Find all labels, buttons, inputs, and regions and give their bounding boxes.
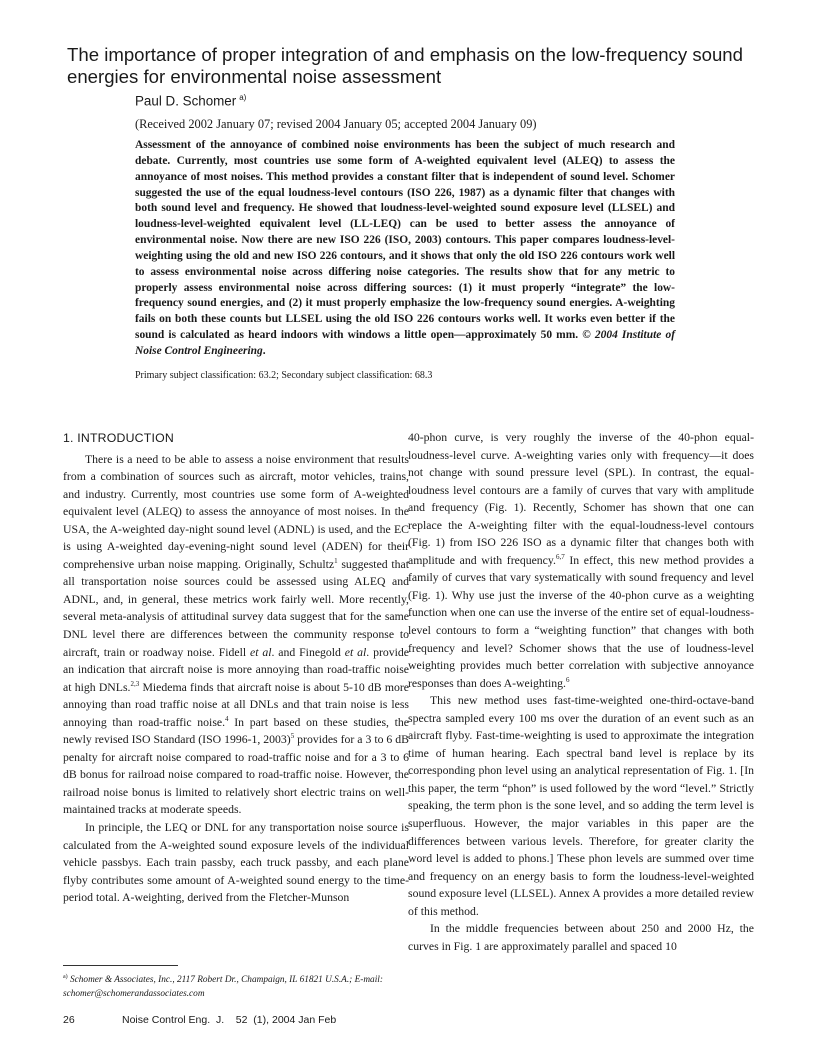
citation: 1 xyxy=(334,556,338,565)
abstract-copyright: © 2004 Institute of Noise Control Engineering xyxy=(135,329,676,357)
author-footnote xyxy=(63,970,413,1001)
abstract-text: Assessment of the annoyance of combined noise environments has been the subject of much research and debate. Currently, most countries use some form of A-weighted equivalent level (ALEQ) to assess the annoyance of most noises. This method provides a constant filter that is independent of sound level. Schomer suggested the use of the equal loudness-level contours (ISO 226, 1987) as a dynamic filter that changes with both sound level and frequency. He showed that loudness-level-weighted sound exposure level (LLSEL) and loudness-level-weighted equivalent level (LL-LEQ) can be used to better assess the annoyance of environmental noise. Now there are new ISO 226 (ISO, 2003) contours. This paper compares loudness-level-weighting using the old and new ISO 226 contours, and it shows that only the old ISO 226 contours work well to assess environmental noise across differing noise categories. The results show that for any metric to properly assess environmental noise across differing sources: (1) it must properly “integrate” the low-frequency sound energies, and (2) it must properly emphasize the low-frequency sound energies. A-weighting fails on both these counts but LLSEL using the old ISO 226 contours works well. It works even better if the sound is calculated as heard indoors with windows a little open—approximately 50 mm. xyxy=(135,139,675,342)
intro-paragraph-2-continued: 40-phon curve, is very roughly the inverse of the 40-phon equal-loudness-level curve. A-weighting varies only with frequency—it does not change with sound pressure level (SPL). In contrast, the equal-loudness level contours are a family of curves that vary with amplitude and frequency (Fig. 1). Recently, Schomer has shown that one can replace the A-weighting filter with the equal-loudness-level contours (Fig. 1) from ISO 226 ISO as a dynamic filter that changes both with amplitude and with frequency.$^{6,7}$ In effect, this new method provides a family of curves that vary systematically with sound frequency and level (Fig. 1). Why use just the inverse of the 40-phon curve as a weighting function when one can use the inverse of the entire set of equal-loudness-level contours to form a “weighting function” that changes with both frequency and level? Schomer shows that the use of loudness-level weighting provides much better correlation with subjective annoyance responses than does A-weighting.$^6$ xyxy=(408,431,754,690)
intro-paragraph-1: There is a need to be able to assess a noise environment that results from a combination of sources such as aircraft, motor vehicles, trains, and industry. Currently, most countries use some form of A-weighted equivalent level (ALEQ) to assess the annoyance of most noises. In the USA, the A-weighted day-night sound level (ADNL) is used, and the EC is using A-weighted day-evening-night sound level (ADEN) for their comprehensive urban noise mapping. Originally, Schultz$^1$ suggested that all transportation noise sources could be assessed using ALEQ and ADNL, and, in general, these metrics work fairly well. More recently, several meta-analysis of attitudinal survey data suggest that for the same DNL level there are differences between the community response to aircraft, train or roadway noise. Fidell et al. and Finegold et al. provide an indication that aircraft noise is more annoying than road-traffic noise at high DNLs.$^{2,3}$ Miedema finds that aircraft noise is about 5-10 dB more annoying than road traffic noise at all DNLs and that train noise is less annoying than road-traffic noise.$^4$ In part based on these studies, the newly revised ISO Standard (ISO 1996-1, 2003)$^5$ provides for a 3 to 6 dB penalty for aircraft noise compared to road-traffic noise and for a 3 to 6 dB bonus for railroad noise compared to road-traffic noise. However, the railroad noise bonus is limited to relatively short electric trains on well-maintained tracks at moderate speeds. xyxy=(63,452,410,817)
paper-title: The importance of proper integration of and emphasis on the low-frequency sound energies for environmental noise assessment xyxy=(67,44,743,87)
citation: 4 xyxy=(225,714,229,723)
footnote-divider xyxy=(63,965,178,966)
journal-reference: Noise Control Eng. J. 52 (1), 2004 Jan Feb xyxy=(122,1014,337,1026)
intro-paragraph-4: In the middle frequencies between about 250 and 2000 Hz, the curves in Fig. 1 are approximately parallel and spaced 10 xyxy=(408,922,754,953)
citation: 5 xyxy=(290,732,295,741)
footnote-mark: a) xyxy=(63,974,68,980)
footnote-text: Schomer & Associates, Inc., 2117 Robert Dr., Champaign, IL 61821 U.S.A.; E-mail: schomer@schomerandassociates.com xyxy=(63,975,383,1000)
section-heading: 1. INTRODUCTION xyxy=(63,431,174,445)
page-number: 26 xyxy=(63,1014,75,1026)
citation: 6 xyxy=(565,675,570,684)
author-name: Paul D. Schomer xyxy=(135,93,237,109)
abstract-end: . xyxy=(262,344,266,357)
intro-paragraph-3: This new method uses fast-time-weighted one-third-octave-band spectra sampled every 100 ms over the duration of an event such as an aircraft flyby. Fast-time-weighting is used to approximate the integration time of human hearing. Each spectral band level is replace by its corresponding phon level using an analytical representation of Fig. 1. [In this paper, the term “phon” is used followed by the word “level.” Strictly speaking, the term phon is the sone level, and so adding the term level is superfluous. However, the major variables in this paper are the differences between various levels. Therefore, for greater clarity the word level is added to phons.] These phon levels are summed over time and frequency on an energy basis to form the loudness-level-weighted sound exposure level (LLSEL). Annex A provides a more detailed review of this method. xyxy=(408,694,754,918)
author-footnote-mark: a) xyxy=(239,93,247,102)
right-column xyxy=(408,429,754,955)
abstract xyxy=(135,138,675,360)
received-dates: (Received 2002 January 07; revised 2004 January 05; accepted 2004 January 09) xyxy=(135,117,537,131)
intro-paragraph-2: In principle, the LEQ or DNL for any transportation noise source is calculated from the A-weighted sound exposure levels of the individual vehicle passbys. Each train passby, each truck passby, and each plane flyby contributes some amount of A-weighted sound energy to the time-period total. A-weighting, derived from the Fletcher-Munson xyxy=(63,821,409,905)
subject-classification: Primary subject classification: 63.2; Secondary subject classification: 68.3 xyxy=(135,370,433,381)
citation: 2,3 xyxy=(130,679,140,688)
citation: 6,7 xyxy=(555,552,565,561)
author-line xyxy=(135,93,246,108)
left-column xyxy=(63,430,409,907)
